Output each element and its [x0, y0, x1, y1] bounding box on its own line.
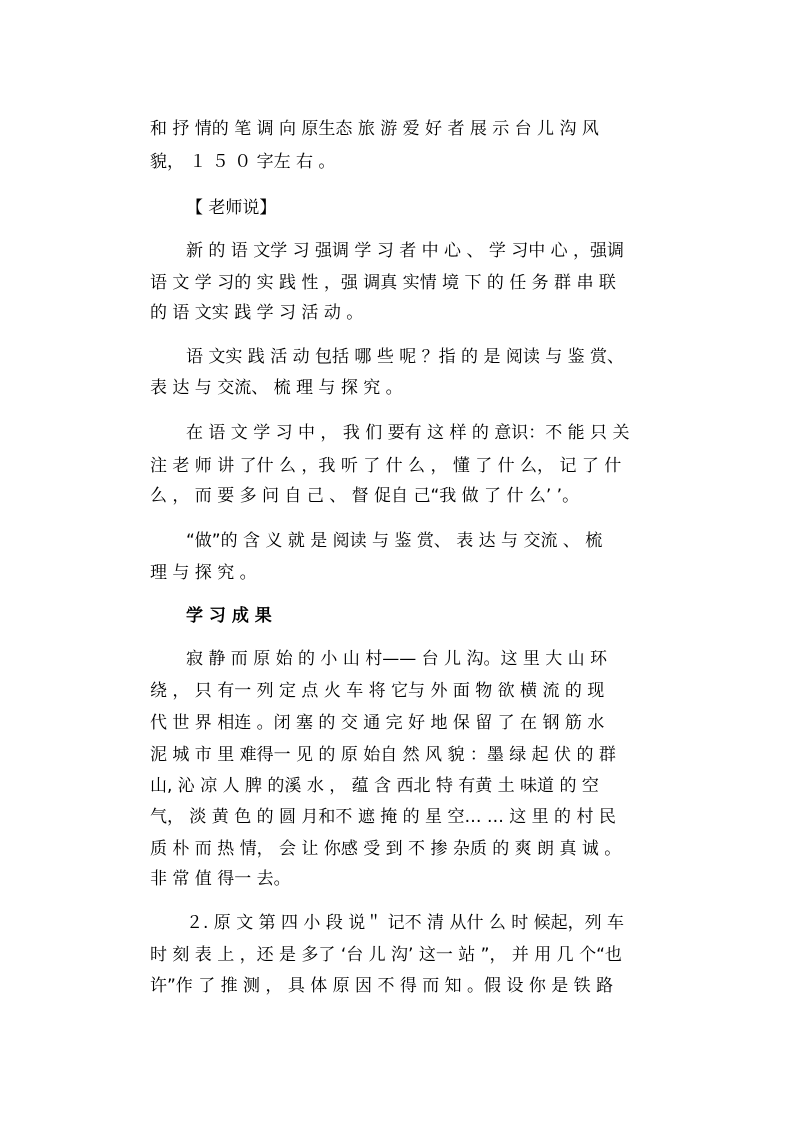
- text-line: 山, 沁 凉 人 脾 的溪 水 ， 蕴 含 西北 特 有黄 土 味道 的 空: [150, 776, 599, 796]
- text-line: 理 与 探 究 。: [150, 563, 257, 583]
- text-line: 气， 淡 黄 色 的 圆 月和不 遮 掩 的 星 空… … 这 里 的 村 民: [150, 807, 616, 827]
- text-line: 绕 ， 只 有一 列 定 点 火 车 将 它与 外 面 物 欲 横 流 的 现: [150, 681, 605, 701]
- text-line: 泥 城 市 里 难得一 见 的 原 始自 然 风 貌 ：墨 绿 起 伏 的 群: [150, 745, 616, 765]
- text-line: 和 抒 情的 笔 调 向 原生态 旅 游 爱 好 者 展 示 台 儿 沟 风: [150, 119, 599, 139]
- text-line: 的 语 文实 践 学 习 活 动 。: [150, 303, 364, 323]
- text-line: 质 朴 而 热 情， 会 让 你感 受 到 不 掺 杂质 的 爽 朗 真 诚 。: [150, 839, 622, 859]
- text-line: 非 常 值 得一 去。: [150, 869, 291, 889]
- text-line: 语 文 学 习的 实 践 性 ，强 调真 实情 境 下 的 任 务 群 串 联: [150, 273, 616, 293]
- text-line: 注 老 师 讲 了什 么 ，我 听 了 什 么 ， 懂 了 什 么， 记 了 什: [150, 456, 622, 476]
- text-line: 表 达 与 交流、 梳 理 与 探 究 。: [150, 378, 403, 398]
- text-line: “做”的 含 义 就 是 阅读 与 鉴 赏、 表 达 与 交流 、 梳: [186, 531, 603, 551]
- text-line: 许”作 了 推 测 ， 具 体 原 因 不 得 而 知 。假 设 你 是 铁 路: [150, 976, 614, 996]
- text-line: 么 ， 而 要 多 问 自 己 、 督 促自 己“我 做 了 什 么’ ’。: [150, 486, 580, 506]
- text-line: 时 刻 表 上 ，还 是 多了 ‘台 儿 沟’ 这一 站 ”， 并 用 几 个“也: [150, 945, 622, 965]
- text-line: 在 语 文 学 习 中 ， 我 们 要有 这 样 的 意识：不 能 只 关: [186, 423, 630, 443]
- section-heading: 学 习 成 果: [186, 606, 272, 626]
- text-line: 代 世 界 相连 。闭 塞 的 交 通 完 好 地 保 留 了 在 钢 筋 水: [150, 713, 605, 733]
- text-line: 寂 静 而 原 始 的 小 山 村—— 台 儿 沟。这 里 大 山 环: [186, 649, 608, 669]
- section-heading: 【 老师说】: [186, 198, 277, 218]
- text-line: 貌， １ ５ ０ 字左 右 。: [150, 152, 336, 172]
- text-line: 新 的 语 文学 习 强调 学 习 者 中 心 、 学 习中 心 ，强调: [186, 241, 625, 261]
- text-line: ２. 原 文 第 四 小 段 说＂ 记不 清 从什 么 时 候起，列 车: [186, 913, 625, 933]
- text-line: 语 文实 践 活 动 包括 哪 些 呢 ？指 的 是 阅读 与 鉴 赏、: [186, 347, 625, 367]
